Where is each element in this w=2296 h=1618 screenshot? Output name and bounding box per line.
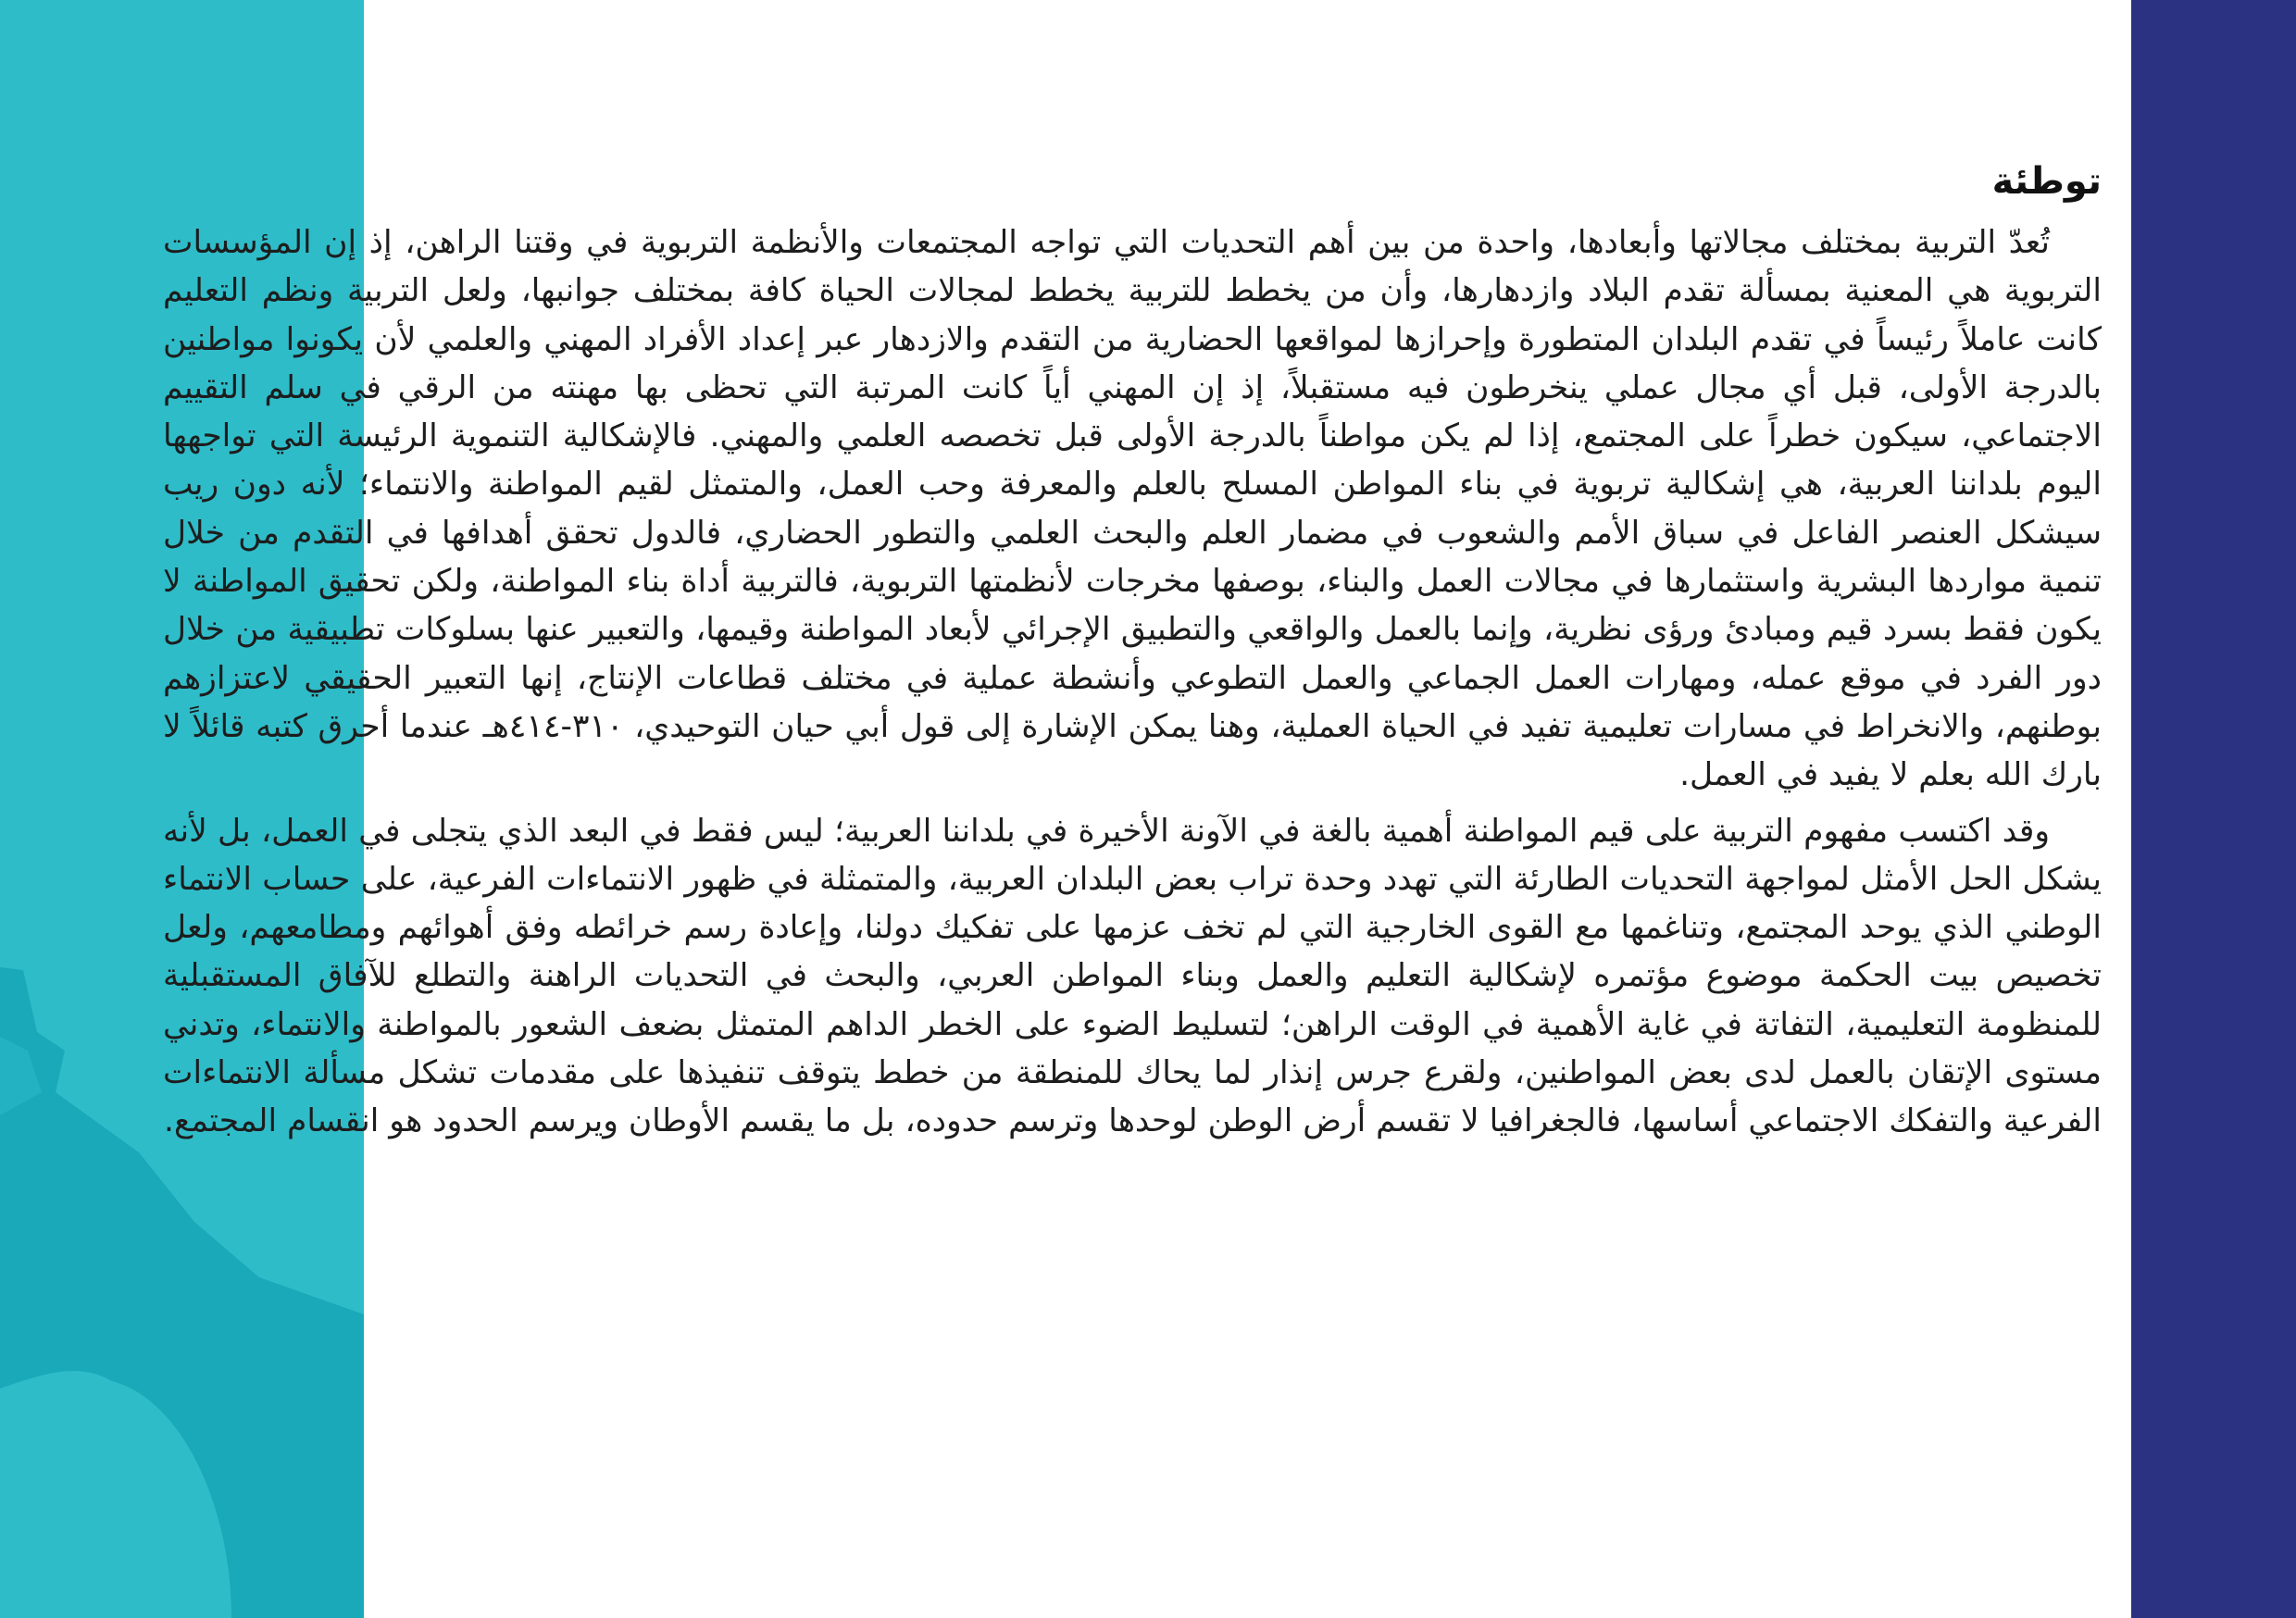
paragraph-1: تُعدّ التربية بمختلف مجالاتها وأبعادها، واحدة من بين أهم التحديات التي تواجه المجتمعات والأنظمة التربوية في وقتنا الراهن، إذ إن المؤسسات التربوية هي المعنية بمسألة تقدم البلاد وازدهارها، وأن من يخطط للتربية يخطط لمجالات الحياة كافة بمختلف جوانبها، ولعل التربية ونظم التعليم كانت عاملاً رئيساً في تقدم البلدان المتطورة وإحرازها لمواقعها الحضارية من التقدم والازدهار عبر إعداد الأفراد المهني والعلمي لأن يكونوا مواطنين بالدرجة الأولى، قبل أي مجال عملي ينخرطون فيه مستقبلاً، إذ إن المهني أياً كانت المرتبة التي تحظى بها مهنته من الرقي في سلم التقييم الاجتماعي، سيكون خطراً على المجتمع، إذا لم يكن مواطناً بالدرجة الأولى قبل تخصصه العلمي والمهني. فالإشكالية التنموية الرئيسة التي تواجهها اليوم بلداننا العربية، هي إشكالية تربوية في بناء المواطن المسلح بالعلم والمعرفة وحب العمل، والمتمثل لقيم المواطنة والانتماء؛ لأنه دون ريب سيشكل العنصر الفاعل في سباق الأمم والشعوب في مضمار العلم والبحث العلمي والتطور الحضاري، فالدول تحقق أهدافها في التقدم من خلال تنمية مواردها البشرية واستثمارها في مجالات العمل والبناء، بوصفها مخرجات لأنظمتها التربوية، فالتربية أداة بناء المواطنة، ولكن تحقيق المواطنة لا يكون فقط بسرد قيم ومبادئ ورؤى نظرية، وإنما بالعمل والواقعي والتطبيق الإجرائي لأبعاد المواطنة وقيمها، والتعبير عنها بسلوكات تطبيقية من خلال دور الفرد في موقع عمله، ومهارات العمل الجماعي والعمل التطوعي وأنشطة عملية في مختلف قطاعات الإنتاج، إنها التعبير الحقيقي لاعتزازهم بوطنهم، والانخراط في مسارات تعليمية تفيد في الحياة العملية، وهنا يمكن الإشارة إلى قول أبي حيان التوحيدي، ٣١٠-٤١٤هـ عندما أحرق كتبه قائلاً لا بارك الله بعلم لا يفيد في العمل.	[163, 224, 2103, 794]
section-heading: توطئة	[1991, 160, 2102, 203]
document-body	[163, 146, 2102, 1153]
paragraph-2: وقد اكتسب مفهوم التربية على قيم المواطنة أهمية بالغة في الآونة الأخيرة في بلداننا العربية؛ ليس فقط في البعد الذي يتجلى في العمل، بل لأنه يشكل الحل الأمثل لمواجهة التحديات الطارئة التي تهدد وحدة تراب بعض البلدان العربية، والمتمثلة في ظهور الانتماءات الفرعية، على حساب الانتماء الوطني الذي يوحد المجتمع، وتناغمها مع القوى الخارجية التي لم تخف عزمها على تفكيك دولنا، وإعادة رسم خرائطه وفق أهوائهم ومطامعهم، ولعل تخصيص بيت الحكمة موضوع مؤتمره لإشكالية التعليم والعمل وبناء المواطن العربي، والبحث في التحديات الراهنة والتطلع للآفاق المستقبلية للمنظومة التعليمية، التفاتة في غاية الأهمية في الوقت الراهن؛ لتسليط الضوء على الخطر الداهم المتمثل بضعف الشعور بالمواطنة والانتماء، وتدني مستوى الإتقان بالعمل لدى بعض المواطنين، ولقرع جرس إنذار لما يحاك للمنطقة من خطط يتوقف تنفيذها على مقدمات تشكل مسألة الانتماءات الفرعية والتفكك الاجتماعي أساسها، فالجغرافيا لا تقسم أرض الوطن لوحدها وترسم حدوده، بل ما يقسم الأوطان ويرسم الحدود هو انقسام المجتمع.	[163, 812, 2102, 1140]
right-decorative-band	[2131, 0, 2296, 1618]
